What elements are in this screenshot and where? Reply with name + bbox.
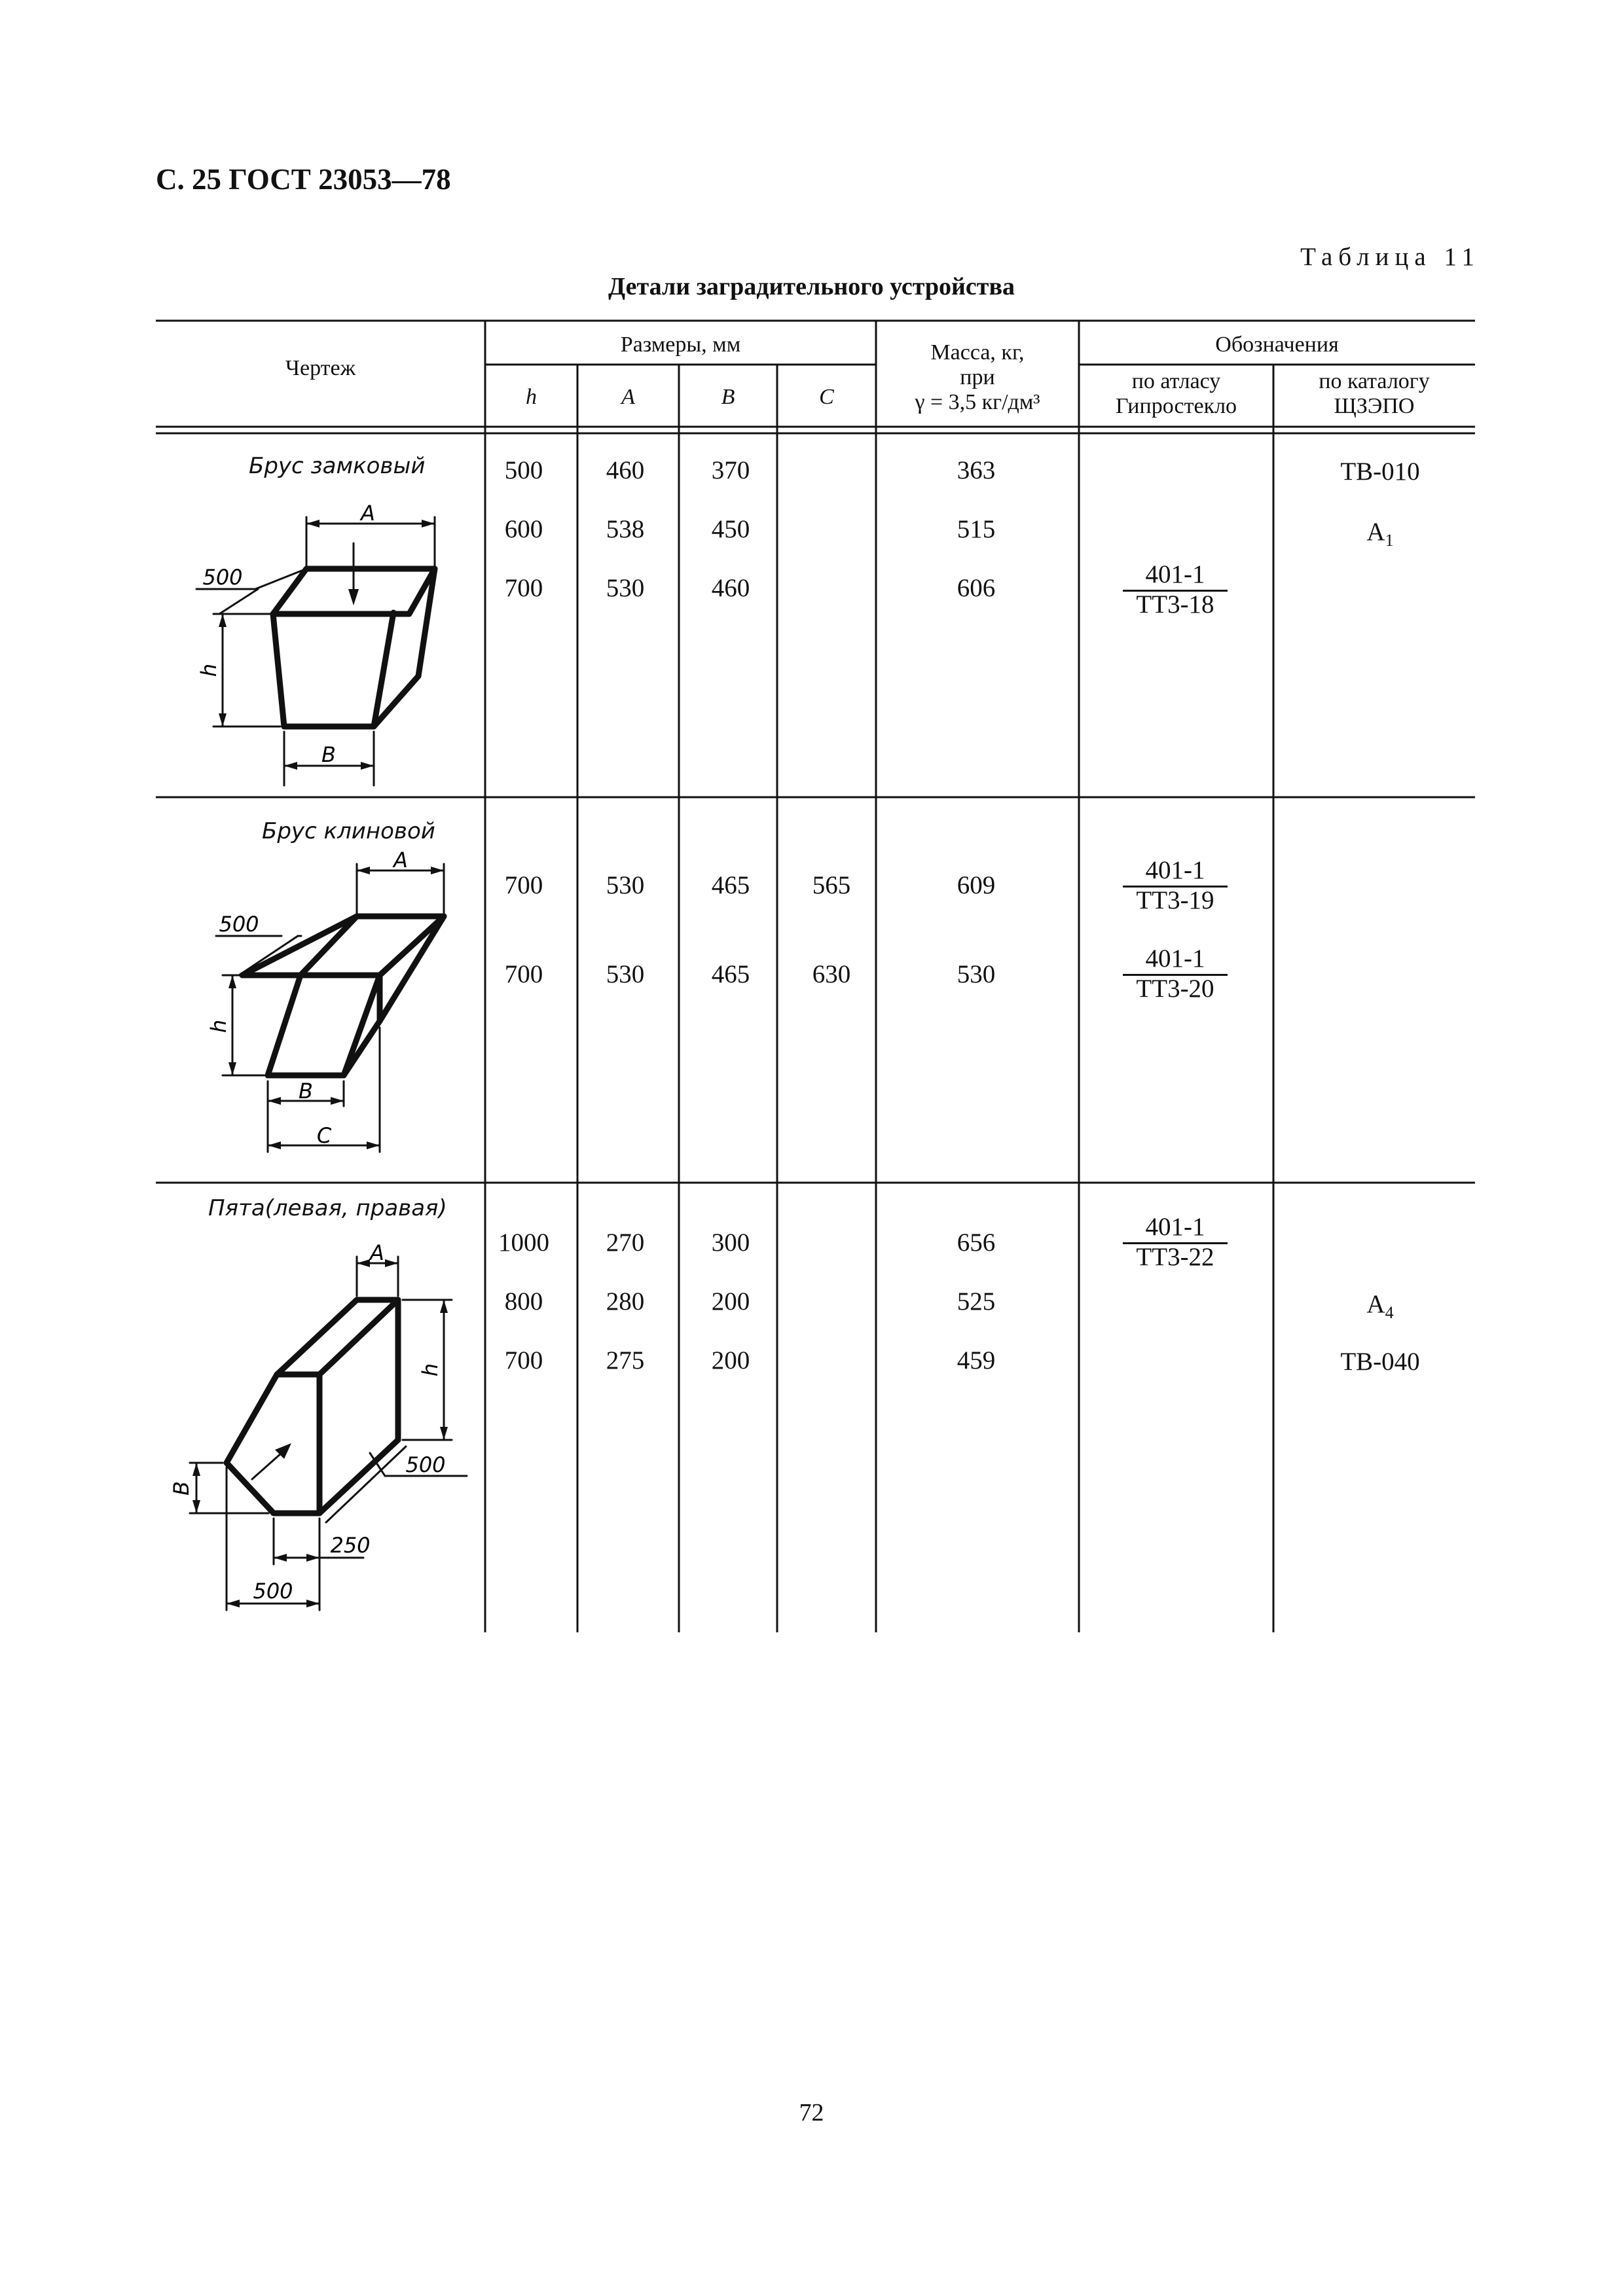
page-header: С. 25 ГОСТ 23053—78 (156, 163, 451, 196)
cell-h: 500 (504, 456, 543, 484)
label-h: h (418, 1363, 443, 1377)
col-catalog (1273, 369, 1475, 419)
cell-B: 465 (711, 871, 750, 899)
col-h: h (526, 385, 537, 409)
label-500: 500 (405, 1452, 446, 1477)
cell-A: 280 (606, 1287, 645, 1316)
atlas-den: ТТ3-19 (1136, 886, 1214, 914)
col-drawing: Чертеж (285, 356, 356, 380)
cell-mass: 609 (957, 871, 996, 899)
cell-B: 200 (711, 1346, 750, 1374)
cell-h: 1000 (498, 1229, 549, 1257)
cell-mass: 525 (957, 1287, 996, 1316)
atlas-den: ТТ3-20 (1136, 974, 1214, 1003)
label-A: A (393, 848, 408, 872)
atlas-den: ТТ3-22 (1136, 1242, 1214, 1271)
cell-h: 700 (504, 1346, 543, 1374)
col-mass (876, 340, 1079, 415)
cell-A: 275 (606, 1346, 645, 1374)
cell-h: 700 (504, 574, 543, 602)
drawing-klinovoy (196, 844, 471, 1158)
cell-B: 450 (711, 515, 750, 543)
atlas-den: ТТ3-18 (1136, 590, 1214, 619)
atlas-num: 401-1 (1123, 946, 1228, 976)
label-500: 500 (219, 912, 259, 937)
col-mass-line2: при (960, 365, 995, 390)
col-B: B (721, 385, 735, 409)
atlas-num: 401-1 (1123, 562, 1228, 592)
label-h: h (196, 663, 221, 677)
cell-h: 600 (504, 515, 543, 543)
cell-mass: 515 (957, 515, 996, 543)
cell-catalog: $A_4$ (1366, 1290, 1394, 1322)
group-title: Брус замковый (249, 453, 426, 479)
drawing-zamkovy (190, 497, 465, 792)
cell-A: 530 (606, 960, 645, 988)
label-A: A (361, 501, 375, 526)
atlas-designation (1110, 562, 1241, 619)
label-C: C (316, 1123, 332, 1148)
col-designations: Обозначения (1215, 332, 1339, 357)
col-mass-line1: Масса, кг, (930, 340, 1025, 365)
cell-h: 700 (504, 871, 543, 899)
cell-catalog: ТВ-040 (1340, 1348, 1420, 1376)
cell-B: 465 (711, 960, 750, 988)
atlas-designation (1110, 1214, 1241, 1271)
cell-C: 630 (812, 960, 851, 988)
col-sizes: Размеры, мм (620, 332, 741, 357)
col-A: A (621, 385, 635, 409)
atlas-designation (1110, 946, 1241, 1003)
cell-mass: 530 (957, 960, 996, 988)
cell-A: 538 (606, 515, 645, 543)
atlas-num: 401-1 (1123, 1214, 1228, 1244)
table-number: Таблица 11 (1300, 243, 1480, 271)
cell-B: 460 (711, 574, 750, 602)
cell-mass: 656 (957, 1229, 996, 1257)
cell-catalog: $A_1$ (1366, 518, 1394, 550)
label-A: A (370, 1240, 384, 1265)
label-B: B (169, 1481, 194, 1496)
col-atlas-line1: по атласу (1131, 369, 1221, 393)
label-B: B (299, 1079, 313, 1103)
cell-mass: 606 (957, 574, 996, 602)
label-250: 250 (330, 1533, 371, 1558)
group-title: Брус клиновой (262, 818, 435, 844)
cell-A: 270 (606, 1229, 645, 1257)
cell-A: 460 (606, 456, 645, 484)
page-number: 72 (799, 2099, 824, 2126)
cell-A: 530 (606, 574, 645, 602)
col-C: C (819, 385, 834, 409)
atlas-num: 401-1 (1123, 857, 1228, 888)
cell-B: 200 (711, 1287, 750, 1316)
label-500: 500 (253, 1579, 293, 1604)
label-B: B (321, 742, 336, 767)
col-mass-line3: γ = 3,5 кг/дм³ (915, 390, 1040, 415)
group-title: Пята(левая, правая) (208, 1195, 447, 1221)
col-catalog-line2: ЩЗЭПО (1334, 394, 1415, 419)
cell-h: 800 (504, 1287, 543, 1316)
cell-C: 565 (812, 871, 851, 899)
cell-mass: 459 (957, 1346, 996, 1374)
col-catalog-line1: по каталогу (1319, 369, 1430, 393)
table-caption: Детали заградительного устройства (608, 273, 1015, 300)
cell-B: 370 (711, 456, 750, 484)
label-500: 500 (202, 565, 243, 590)
col-atlas-line2: Гипростекло (1115, 394, 1237, 419)
label-h: h (206, 1019, 231, 1033)
cell-A: 530 (606, 871, 645, 899)
cell-mass: 363 (957, 456, 996, 484)
cell-h: 700 (504, 960, 543, 988)
drawing-pyata (164, 1230, 478, 1623)
cell-B: 300 (711, 1229, 750, 1257)
cell-catalog: ТВ-010 (1340, 457, 1420, 486)
col-atlas (1079, 369, 1273, 419)
atlas-designation (1110, 857, 1241, 914)
